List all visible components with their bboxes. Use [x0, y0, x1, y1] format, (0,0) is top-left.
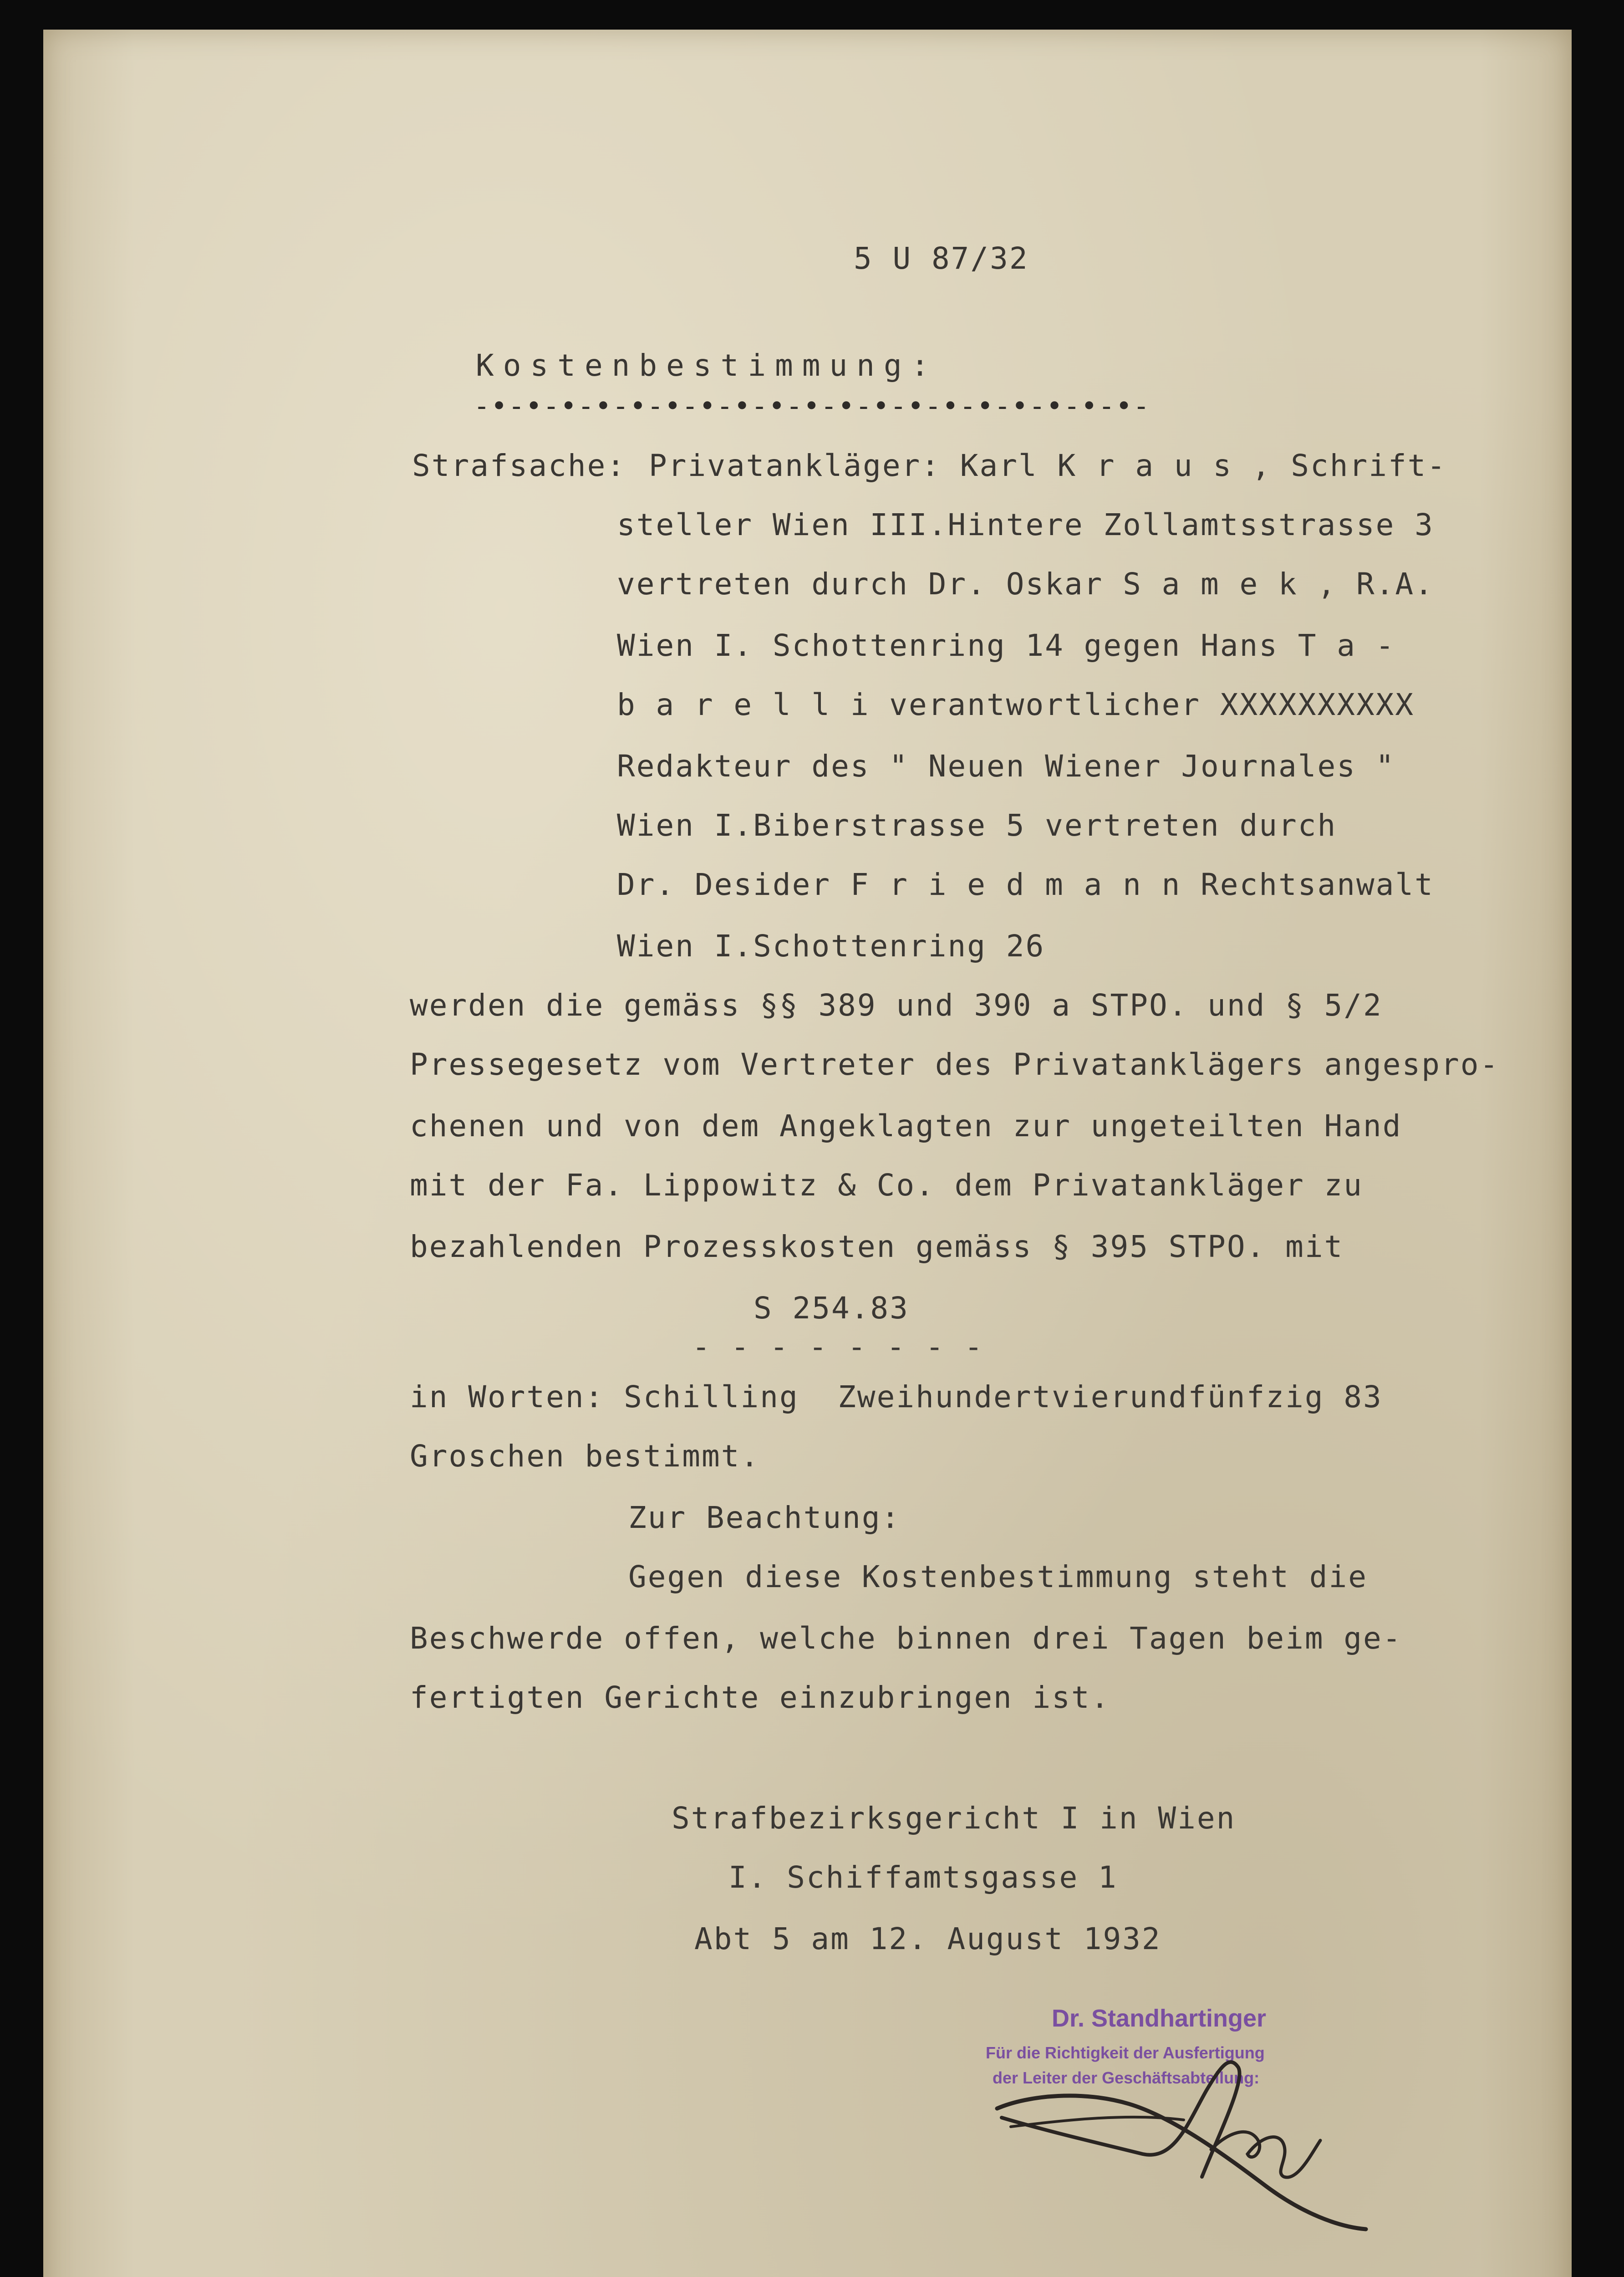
- party-line: Privatankläger: Karl K r a u s , Schrift-: [649, 448, 1447, 483]
- note-line: Gegen diese Kostenbestimmung steht die: [628, 1559, 1368, 1594]
- document-heading: Kostenbestimmung:: [476, 348, 938, 383]
- note-line: fertigten Gerichte einzubringen ist.: [410, 1680, 1110, 1715]
- party-line: Redakteur des " Neuen Wiener Journales ": [617, 749, 1395, 784]
- heading-rule: -•-•-•-•-•-•-•-•-•-•-•-•-•-•-•-•-•-•-•-: [473, 390, 1151, 422]
- court-name: Strafbezirksgericht I in Wien: [672, 1801, 1236, 1836]
- body-line: bezahlenden Prozesskosten gemäss § 395 STPO. mit: [410, 1229, 1344, 1264]
- note-line: Beschwerde offen, welche binnen drei Tagen beim ge-: [410, 1621, 1402, 1656]
- party-line: b a r e l l i verantwortlicher XXXXXXXXXX: [617, 687, 1415, 722]
- case-label: Strafsache:: [412, 448, 626, 483]
- party-line: Wien I. Schottenring 14 gegen Hans T a -: [617, 628, 1395, 663]
- body-line: chenen und von dem Angeklagten zur ungeteilten Hand: [410, 1108, 1402, 1144]
- words-line: Groschen bestimmt.: [410, 1439, 760, 1474]
- note-title: Zur Beachtung:: [628, 1500, 901, 1535]
- party-line: Wien I.Schottenring 26: [617, 929, 1045, 964]
- court-address: I. Schiffamtsgasse 1: [728, 1860, 1118, 1895]
- amount-rule: - - - - - - - -: [692, 1329, 984, 1364]
- case-number: 5 U 87/32: [854, 241, 1029, 276]
- handwritten-signature: [993, 2040, 1380, 2236]
- party-line: Wien I.Biberstrasse 5 vertreten durch: [617, 808, 1337, 843]
- party-line: steller Wien III.Hintere Zollamtsstrasse 3: [617, 507, 1434, 542]
- stamp-name: Dr. Standhartinger: [1052, 2005, 1267, 2032]
- body-line: mit der Fa. Lippowitz & Co. dem Privatankläger zu: [410, 1168, 1364, 1203]
- amount: S 254.83: [753, 1291, 909, 1326]
- stamp-line: Für die Richtigkeit der Ausfertigung: [986, 2043, 1265, 2062]
- party-line: Dr. Desider F r i e d m a n n Rechtsanwalt: [617, 867, 1434, 902]
- stamp-line: der Leiter der Geschäftsabteilung:: [993, 2068, 1260, 2087]
- party-line: vertreten durch Dr. Oskar S a m e k , R.A.: [617, 567, 1434, 602]
- body-line: Pressegesetz vom Vertreter des Privatanklägers angespro-: [410, 1047, 1500, 1082]
- court-date: Abt 5 am 12. August 1932: [694, 1921, 1161, 1956]
- words-line: in Worten: Schilling Zweihundertvierundfünfzig 83: [410, 1379, 1383, 1414]
- body-line: werden die gemäss §§ 389 und 390 a STPO. und § 5/2: [410, 988, 1383, 1023]
